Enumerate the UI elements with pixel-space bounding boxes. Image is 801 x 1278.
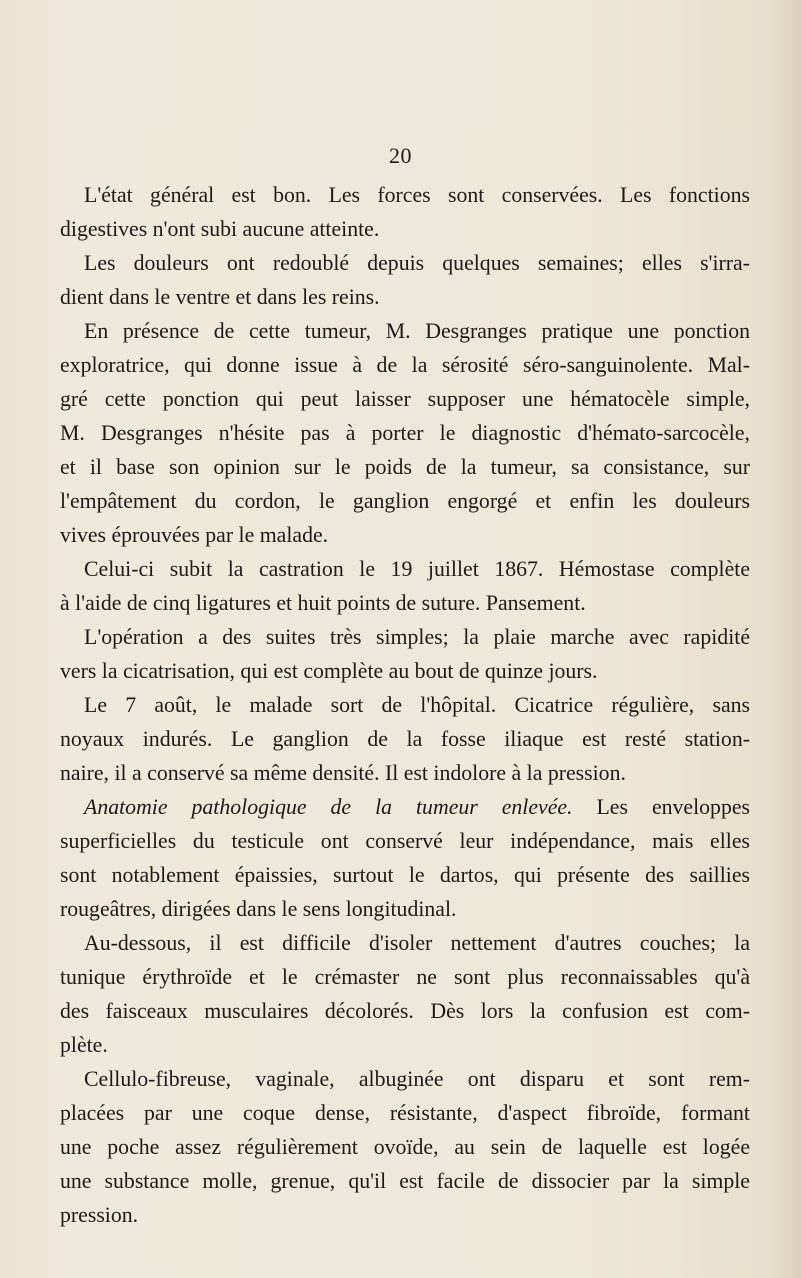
text-line: et il base son opinion sur le poids de la tumeur, sa consistance, sur bbox=[60, 455, 750, 479]
text-line: En présence de cette tumeur, M. Desgranges pratique une ponction bbox=[84, 319, 750, 343]
text-line: vers la cicatrisation, qui est complète au bout de quinze jours. bbox=[60, 659, 598, 683]
text-line: tunique érythroïde et le crémaster ne sont plus reconnaissables qu'à bbox=[60, 965, 750, 989]
text-line: à l'aide de cinq ligatures et huit points de suture. Pansement. bbox=[60, 591, 586, 615]
italic-heading: Anatomie pathologique de la tumeur enlevée. bbox=[84, 795, 573, 819]
text-line: sont notablement épaissies, surtout le dartos, qui présente des saillies bbox=[60, 863, 750, 887]
text-line: Cellulo-fibreuse, vaginale, albuginée ont disparu et sont rem- bbox=[84, 1067, 750, 1091]
line-text: Les enveloppes bbox=[572, 795, 750, 819]
text-line: rougeâtres, dirigées dans le sens longitudinal. bbox=[60, 897, 457, 921]
page-number: 20 bbox=[389, 143, 412, 168]
text-line: Le 7 août, le malade sort de l'hôpital. Cicatrice régulière, sans bbox=[84, 693, 750, 717]
text-line: digestives n'ont subi aucune atteinte. bbox=[60, 217, 380, 241]
text-line: Celui-ci subit la castration le 19 juillet 1867. Hémostase complète bbox=[84, 557, 750, 581]
text-line: L'état général est bon. Les forces sont conservées. Les fonctions bbox=[84, 183, 750, 207]
text-line: naire, il a conservé sa même densité. Il est indolore à la pression. bbox=[60, 761, 626, 785]
text-line: dient dans le ventre et dans les reins. bbox=[60, 285, 380, 309]
text-line: L'opération a des suites très simples; la plaie marche avec rapidité bbox=[84, 625, 750, 649]
text-line: une substance molle, grenue, qu'il est facile de dissocier par la simple bbox=[60, 1169, 750, 1193]
text-line bbox=[60, 790, 750, 824]
body-text bbox=[60, 178, 750, 1232]
text-line: Les douleurs ont redoublé depuis quelques semaines; elles s'irra- bbox=[84, 251, 750, 275]
text-line: une poche assez régulièrement ovoïde, au sein de laquelle est logée bbox=[60, 1135, 750, 1159]
text-line: superficielles du testicule ont conservé leur indépendance, mais elles bbox=[60, 829, 750, 853]
text-line: l'empâtement du cordon, le ganglion engorgé et enfin les douleurs bbox=[60, 489, 750, 513]
text-line: pression. bbox=[60, 1203, 139, 1227]
text-line: des faisceaux musculaires décolorés. Dès lors la confusion est com- bbox=[60, 999, 750, 1023]
text-line: exploratrice, qui donne issue à de la sérosité séro-sanguinolente. Mal- bbox=[60, 353, 750, 377]
text-line: Au-dessous, il est difficile d'isoler nettement d'autres couches; la bbox=[84, 931, 750, 955]
text-line: plète. bbox=[60, 1033, 108, 1057]
text-line: M. Desgranges n'hésite pas à porter le diagnostic d'hémato-sarcocèle, bbox=[60, 421, 750, 445]
text-line: vives éprouvées par le malade. bbox=[60, 523, 329, 547]
text-line: noyaux indurés. Le ganglion de la fosse iliaque est resté station- bbox=[60, 727, 750, 751]
text-line: placées par une coque dense, résistante, d'aspect fibroïde, formant bbox=[60, 1101, 750, 1125]
text-line: gré cette ponction qui peut laisser supposer une hématocèle simple, bbox=[60, 387, 750, 411]
